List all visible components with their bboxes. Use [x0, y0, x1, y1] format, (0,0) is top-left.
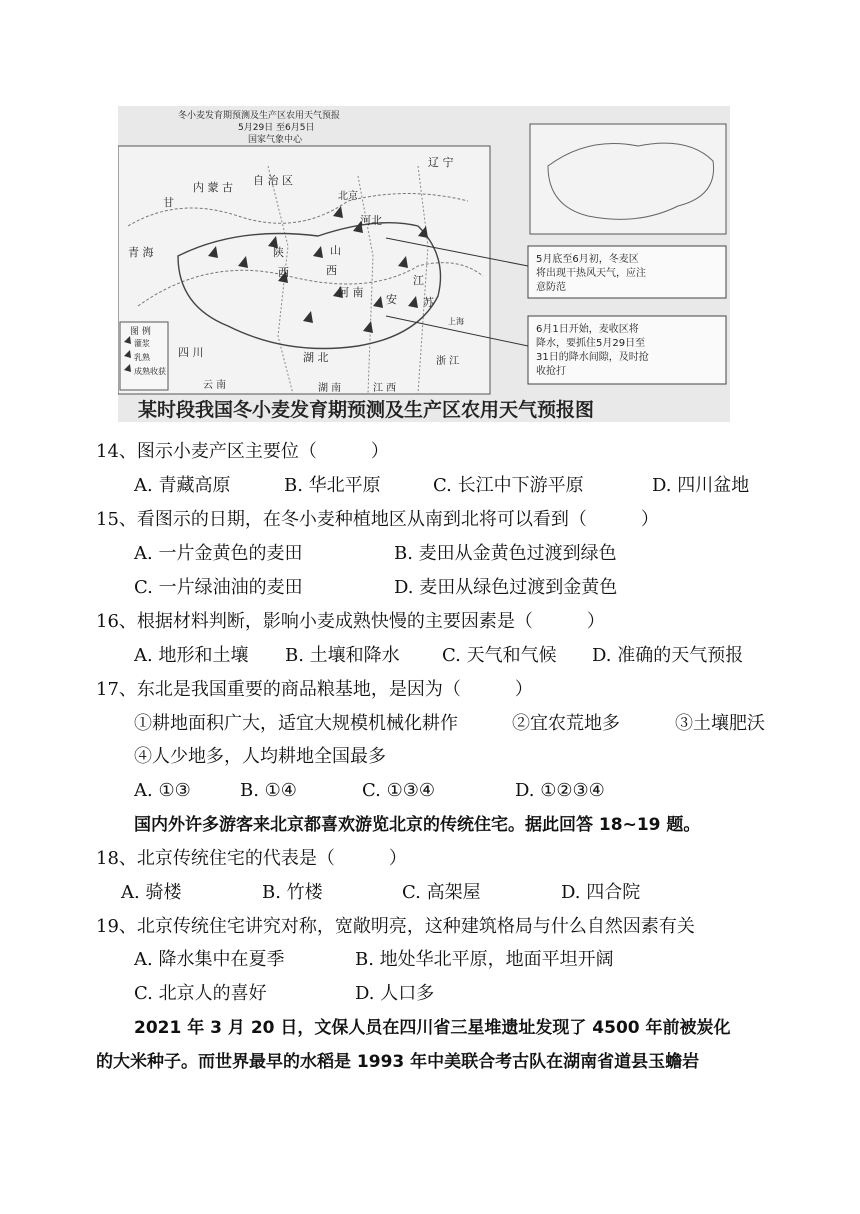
province-label: 河 南	[338, 286, 364, 299]
legend-item: 成熟收获	[134, 367, 166, 376]
question-17-statement-3: ③土壤肥沃	[675, 713, 765, 734]
question-17-statement-4: ④人少地多，人均耕地全国最多	[134, 746, 386, 767]
province-label: 四 川	[178, 346, 204, 359]
figure-caption: 某时段我国冬小麦发育期预测及生产区农用天气预报图	[138, 399, 595, 421]
callout-1-line: 5月底至6月初，冬麦区	[536, 254, 639, 265]
question-19-option-c[interactable]: C. 北京人的喜好	[134, 983, 267, 1004]
province-label: 江 西	[373, 383, 397, 394]
province-label: 陕	[273, 246, 284, 259]
question-18-stem: 18、北京传统住宅的代表是（ ）	[96, 848, 407, 869]
question-15-option-d[interactable]: D. 麦田从绿色过渡到金黄色	[394, 577, 618, 598]
province-label: 北京	[338, 191, 358, 202]
province-label: 湖 南	[318, 383, 342, 394]
question-19-stem: 19、北京传统住宅讲究对称，宽敞明亮，这种建筑格局与什么自然因素有关	[96, 916, 695, 937]
map-title-line-2: 5月29日 至6月5日	[238, 123, 315, 133]
question-16-option-d[interactable]: D. 准确的天气预报	[592, 645, 744, 666]
province-label: 云 南	[203, 380, 227, 391]
callout-1-line: 意防范	[536, 282, 566, 293]
province-label: 浙 江	[436, 356, 460, 367]
province-label: 西	[278, 266, 289, 279]
question-16-option-a[interactable]: A. 地形和土壤	[134, 645, 249, 666]
legend-item: 乳熟	[134, 353, 150, 362]
question-18-option-d[interactable]: D. 四合院	[561, 882, 641, 903]
question-18-option-a[interactable]: A. 骑楼	[121, 882, 182, 903]
province-label: 自 治 区	[253, 174, 293, 187]
question-15-option-b[interactable]: B. 麦田从金黄色过渡到绿色	[394, 543, 617, 564]
material-2-line-2: 的大米种子。而世界最早的水稻是 1993 年中美联合考古队在湖南省道县玉蟾岩	[96, 1052, 700, 1072]
question-19-option-a[interactable]: A. 降水集中在夏季	[134, 949, 285, 970]
wheat-forecast-map	[118, 106, 730, 422]
question-14-option-d[interactable]: D. 四川盆地	[652, 475, 750, 496]
question-15-option-a[interactable]: A. 一片金黄色的麦田	[134, 543, 303, 564]
province-label: 山	[330, 244, 341, 257]
province-label: 内 蒙 古	[193, 181, 233, 194]
question-19-option-d[interactable]: D. 人口多	[355, 983, 435, 1004]
question-17-option-a[interactable]: A. ①③	[134, 780, 191, 801]
question-14-stem: 14、图示小麦产区主要位（ ）	[96, 441, 389, 462]
map-title-line-1: 冬小麦发育期预测及生产区农用天气预报	[178, 111, 341, 121]
question-18-option-b[interactable]: B. 竹楼	[262, 882, 323, 903]
wheat-forecast-map-figure	[118, 106, 730, 422]
callout-2-line: 降水，要抓住5月29日至	[536, 338, 646, 349]
callout-2-line: 6月1日开始，麦收区将	[536, 324, 639, 335]
province-label: 西	[326, 264, 337, 277]
province-label: 河北	[360, 214, 382, 227]
question-17-statement-2: ②宜农荒地多	[512, 713, 620, 734]
province-label: 甘	[163, 196, 174, 209]
province-label: 湖 北	[303, 351, 329, 364]
question-18-option-c[interactable]: C. 高架屋	[402, 882, 481, 903]
question-14-option-c[interactable]: C. 长江中下游平原	[433, 475, 584, 496]
callout-2-line: 31日的降水间隙，及时抢	[536, 352, 649, 363]
question-15-stem: 15、看图示的日期，在冬小麦种植地区从南到北将可以看到（ ）	[96, 509, 659, 530]
question-17-option-d[interactable]: D. ①②③④	[515, 780, 605, 801]
question-17-statement-1: ①耕地面积广大，适宜大规模机械化耕作	[134, 713, 458, 734]
question-17-option-b[interactable]: B. ①④	[240, 780, 297, 801]
province-label: 江	[413, 274, 424, 287]
legend-title: 图 例	[130, 327, 151, 337]
question-19-option-b[interactable]: B. 地处华北平原，地面平坦开阔	[355, 949, 614, 970]
province-label: 安	[386, 293, 397, 306]
province-label: 上海	[448, 317, 464, 326]
question-14-option-b[interactable]: B. 华北平原	[284, 475, 381, 496]
callout-1-line: 将出现干热风天气，应注	[536, 268, 646, 279]
question-17-stem: 17、东北是我国重要的商品粮基地，是因为（ ）	[96, 679, 533, 700]
province-label: 青 海	[128, 246, 154, 259]
question-16-stem: 16、根据材料判断，影响小麦成熟快慢的主要因素是（ ）	[96, 611, 605, 632]
province-label: 苏	[423, 296, 434, 309]
question-16-option-c[interactable]: C. 天气和气候	[442, 645, 557, 666]
question-16-option-b[interactable]: B. 土壤和降水	[285, 645, 400, 666]
map-title-line-3: 国家气象中心	[248, 135, 303, 145]
material-2-line-1: 2021 年 3 月 20 日，文保人员在四川省三星堆遗址发现了 4500 年前被炭化	[134, 1018, 731, 1038]
question-14-option-a[interactable]: A. 青藏高原	[134, 475, 231, 496]
legend-item: 灌浆	[134, 339, 150, 348]
question-17-option-c[interactable]: C. ①③④	[362, 780, 435, 801]
question-15-option-c[interactable]: C. 一片绿油油的麦田	[134, 577, 303, 598]
province-label: 辽 宁	[428, 156, 454, 169]
callout-2-line: 收抢打	[536, 366, 566, 377]
material-1-text: 国内外许多游客来北京都喜欢游览北京的传统住宅。据此回答 18~19 题。	[134, 815, 701, 835]
